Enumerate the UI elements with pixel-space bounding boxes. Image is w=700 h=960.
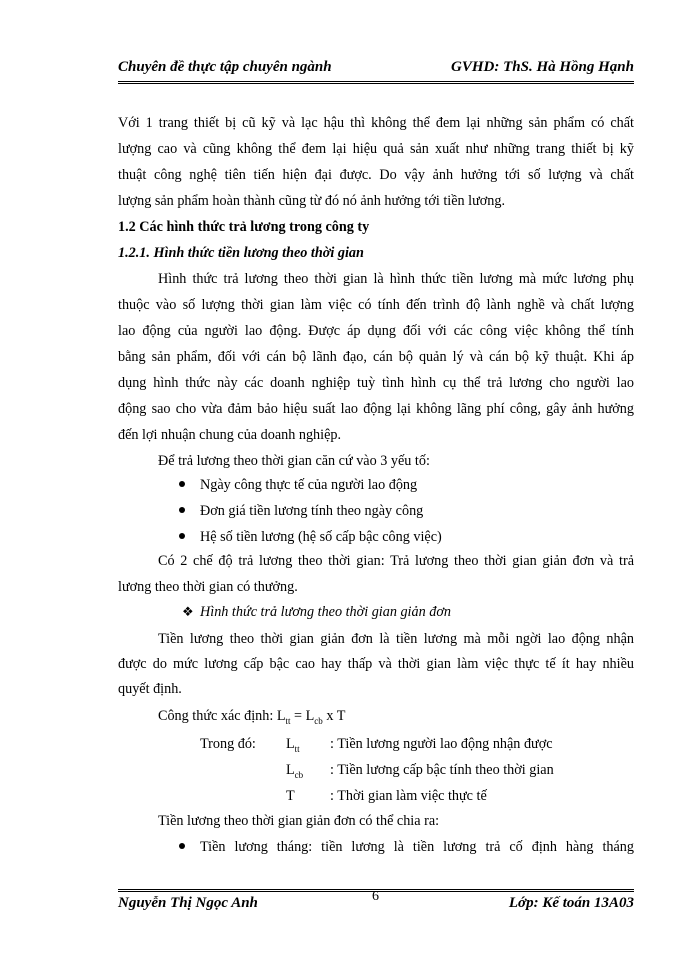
bullet-item-monthly: Tiền lương tháng: tiền lương là tiền lương trả cố định hàng tháng bbox=[200, 839, 634, 855]
formula-times-t: x T bbox=[322, 708, 346, 724]
page-number: 6 bbox=[372, 889, 379, 904]
where-desc-1: : Tiền lương người lao động nhận được bbox=[330, 736, 553, 752]
p3-line: Để trả lương theo thời gian căn cứ vào 3 yếu tố: bbox=[158, 453, 430, 469]
where-sub: tt bbox=[294, 743, 300, 754]
bullet-dot bbox=[178, 480, 186, 488]
where-sym: L bbox=[286, 736, 295, 752]
page-footer bbox=[118, 889, 634, 915]
section-heading-1-2-1: 1.2.1. Hình thức tiền lương theo thời gian bbox=[118, 245, 364, 261]
p2-line-7: đến lợi nhuận chung của doanh nghiệp. bbox=[118, 427, 342, 443]
bullet-dot bbox=[178, 842, 186, 850]
p2-line-4: bằng sản phẩm, đối với cán bộ lãnh đạo, cán bộ quản lý và cán bộ kỹ thuật. Khi áp bbox=[118, 349, 634, 365]
formula-symbol-l: L bbox=[305, 708, 315, 724]
where-symbol-2 bbox=[286, 761, 326, 779]
bullet-dot bbox=[178, 506, 186, 514]
footer-author: Nguyễn Thị Ngọc Anh bbox=[118, 895, 258, 911]
where-desc-3: : Thời gian làm việc thực tế bbox=[330, 788, 487, 804]
p2-line-6: động sao cho vừa đảm bảo hiệu suất lao động lại không lãng phí công, gây ảnh hưởng bbox=[118, 401, 634, 417]
where-sym: T bbox=[286, 788, 295, 804]
p4-line-2: lương theo thời gian có thưởng. bbox=[118, 579, 298, 595]
footer-class: Lớp: Kế toán 13A03 bbox=[508, 895, 634, 911]
section-heading-1-2: 1.2 Các hình thức trả lương trong công ty bbox=[118, 219, 370, 235]
diamond-bullet-icon: ❖ bbox=[182, 604, 194, 619]
p2-line-5: dụng hình thức này các doanh nghiệp tuỳ tình hình cụ thể trả lương cho người lao bbox=[118, 375, 634, 391]
page-header bbox=[118, 59, 634, 81]
p5-line-3: quyết định. bbox=[118, 681, 182, 697]
p2-line-3: lao động của người lao động. Được áp dụng đối với các công việc không thể tính bbox=[118, 323, 634, 339]
p1-line-2: lượng cao và cũng không thể đem lại hiệu quả sản xuất như những trang thiết bị kỹ bbox=[118, 141, 634, 157]
header-advisor: GVHD: ThS. Hà Hồng Hạnh bbox=[451, 59, 634, 75]
formula-symbol-l: L bbox=[276, 708, 286, 724]
formula-sub-cb: cb bbox=[314, 715, 323, 726]
p1-line-3: thuật công nghệ tiên tiến hiện đại được. Do vậy ảnh hưởng tới số lượng và chất bbox=[118, 167, 634, 183]
p2-line-1: Hình thức trả lương theo thời gian là hình thức tiền lương mà mức lương phụ bbox=[158, 271, 634, 287]
header-rule-2 bbox=[118, 83, 634, 84]
bullet-item-1: Ngày công thực tế của người lao động bbox=[200, 477, 418, 493]
bullet-item-2: Đơn giá tiền lương tính theo ngày công bbox=[200, 503, 424, 519]
where-sym: L bbox=[286, 762, 295, 778]
where-symbol-3 bbox=[286, 787, 326, 805]
header-title: Chuyên đề thực tập chuyên ngành bbox=[118, 59, 332, 75]
formula-equals: = bbox=[290, 708, 306, 724]
where-desc-2: : Tiền lương cấp bậc tính theo thời gian bbox=[330, 762, 554, 778]
header-rule bbox=[118, 81, 634, 82]
p5-line-1: Tiền lương theo thời gian giản đơn là tiền lương mà mỗi ngời lao động nhận bbox=[158, 631, 634, 647]
subheading-simple-time-wage: Hình thức trả lương theo thời gian giản đơn bbox=[200, 604, 451, 620]
p5-line-2: được do mức lương cấp bậc cao hay thấp và thời gian làm việc thực tế ít hay nhiều bbox=[118, 656, 634, 672]
p4-line-1: Có 2 chế độ trả lương theo thời gian: Trả lương theo thời gian giản đơn và trả bbox=[158, 553, 634, 569]
p6-line: Tiền lương theo thời gian giản đơn có thể chia ra: bbox=[158, 813, 440, 829]
bullet-dot bbox=[178, 532, 186, 540]
where-symbol-1 bbox=[286, 735, 326, 753]
where-label: Trong đó: bbox=[200, 736, 256, 752]
p1-line-4: lượng sản phẩm hoàn thành cũng từ đó nó ảnh hưởng tới tiền lương. bbox=[118, 193, 506, 209]
p1-line-1: Với 1 trang thiết bị cũ kỹ và lạc hậu thì không thể đem lại những sản phẩm có chất bbox=[118, 115, 634, 131]
bullet-item-3: Hệ số tiền lương (hệ số cấp bậc công việc) bbox=[200, 529, 442, 545]
formula-sub-tt: tt bbox=[285, 715, 291, 726]
where-sub: cb bbox=[294, 769, 304, 780]
formula-line bbox=[158, 707, 674, 725]
formula-label: Công thức xác định: bbox=[158, 708, 277, 724]
p2-line-2: thuộc vào số lượng thời gian làm việc có tính đến trình độ lành nghề và chất lượng bbox=[118, 297, 634, 313]
